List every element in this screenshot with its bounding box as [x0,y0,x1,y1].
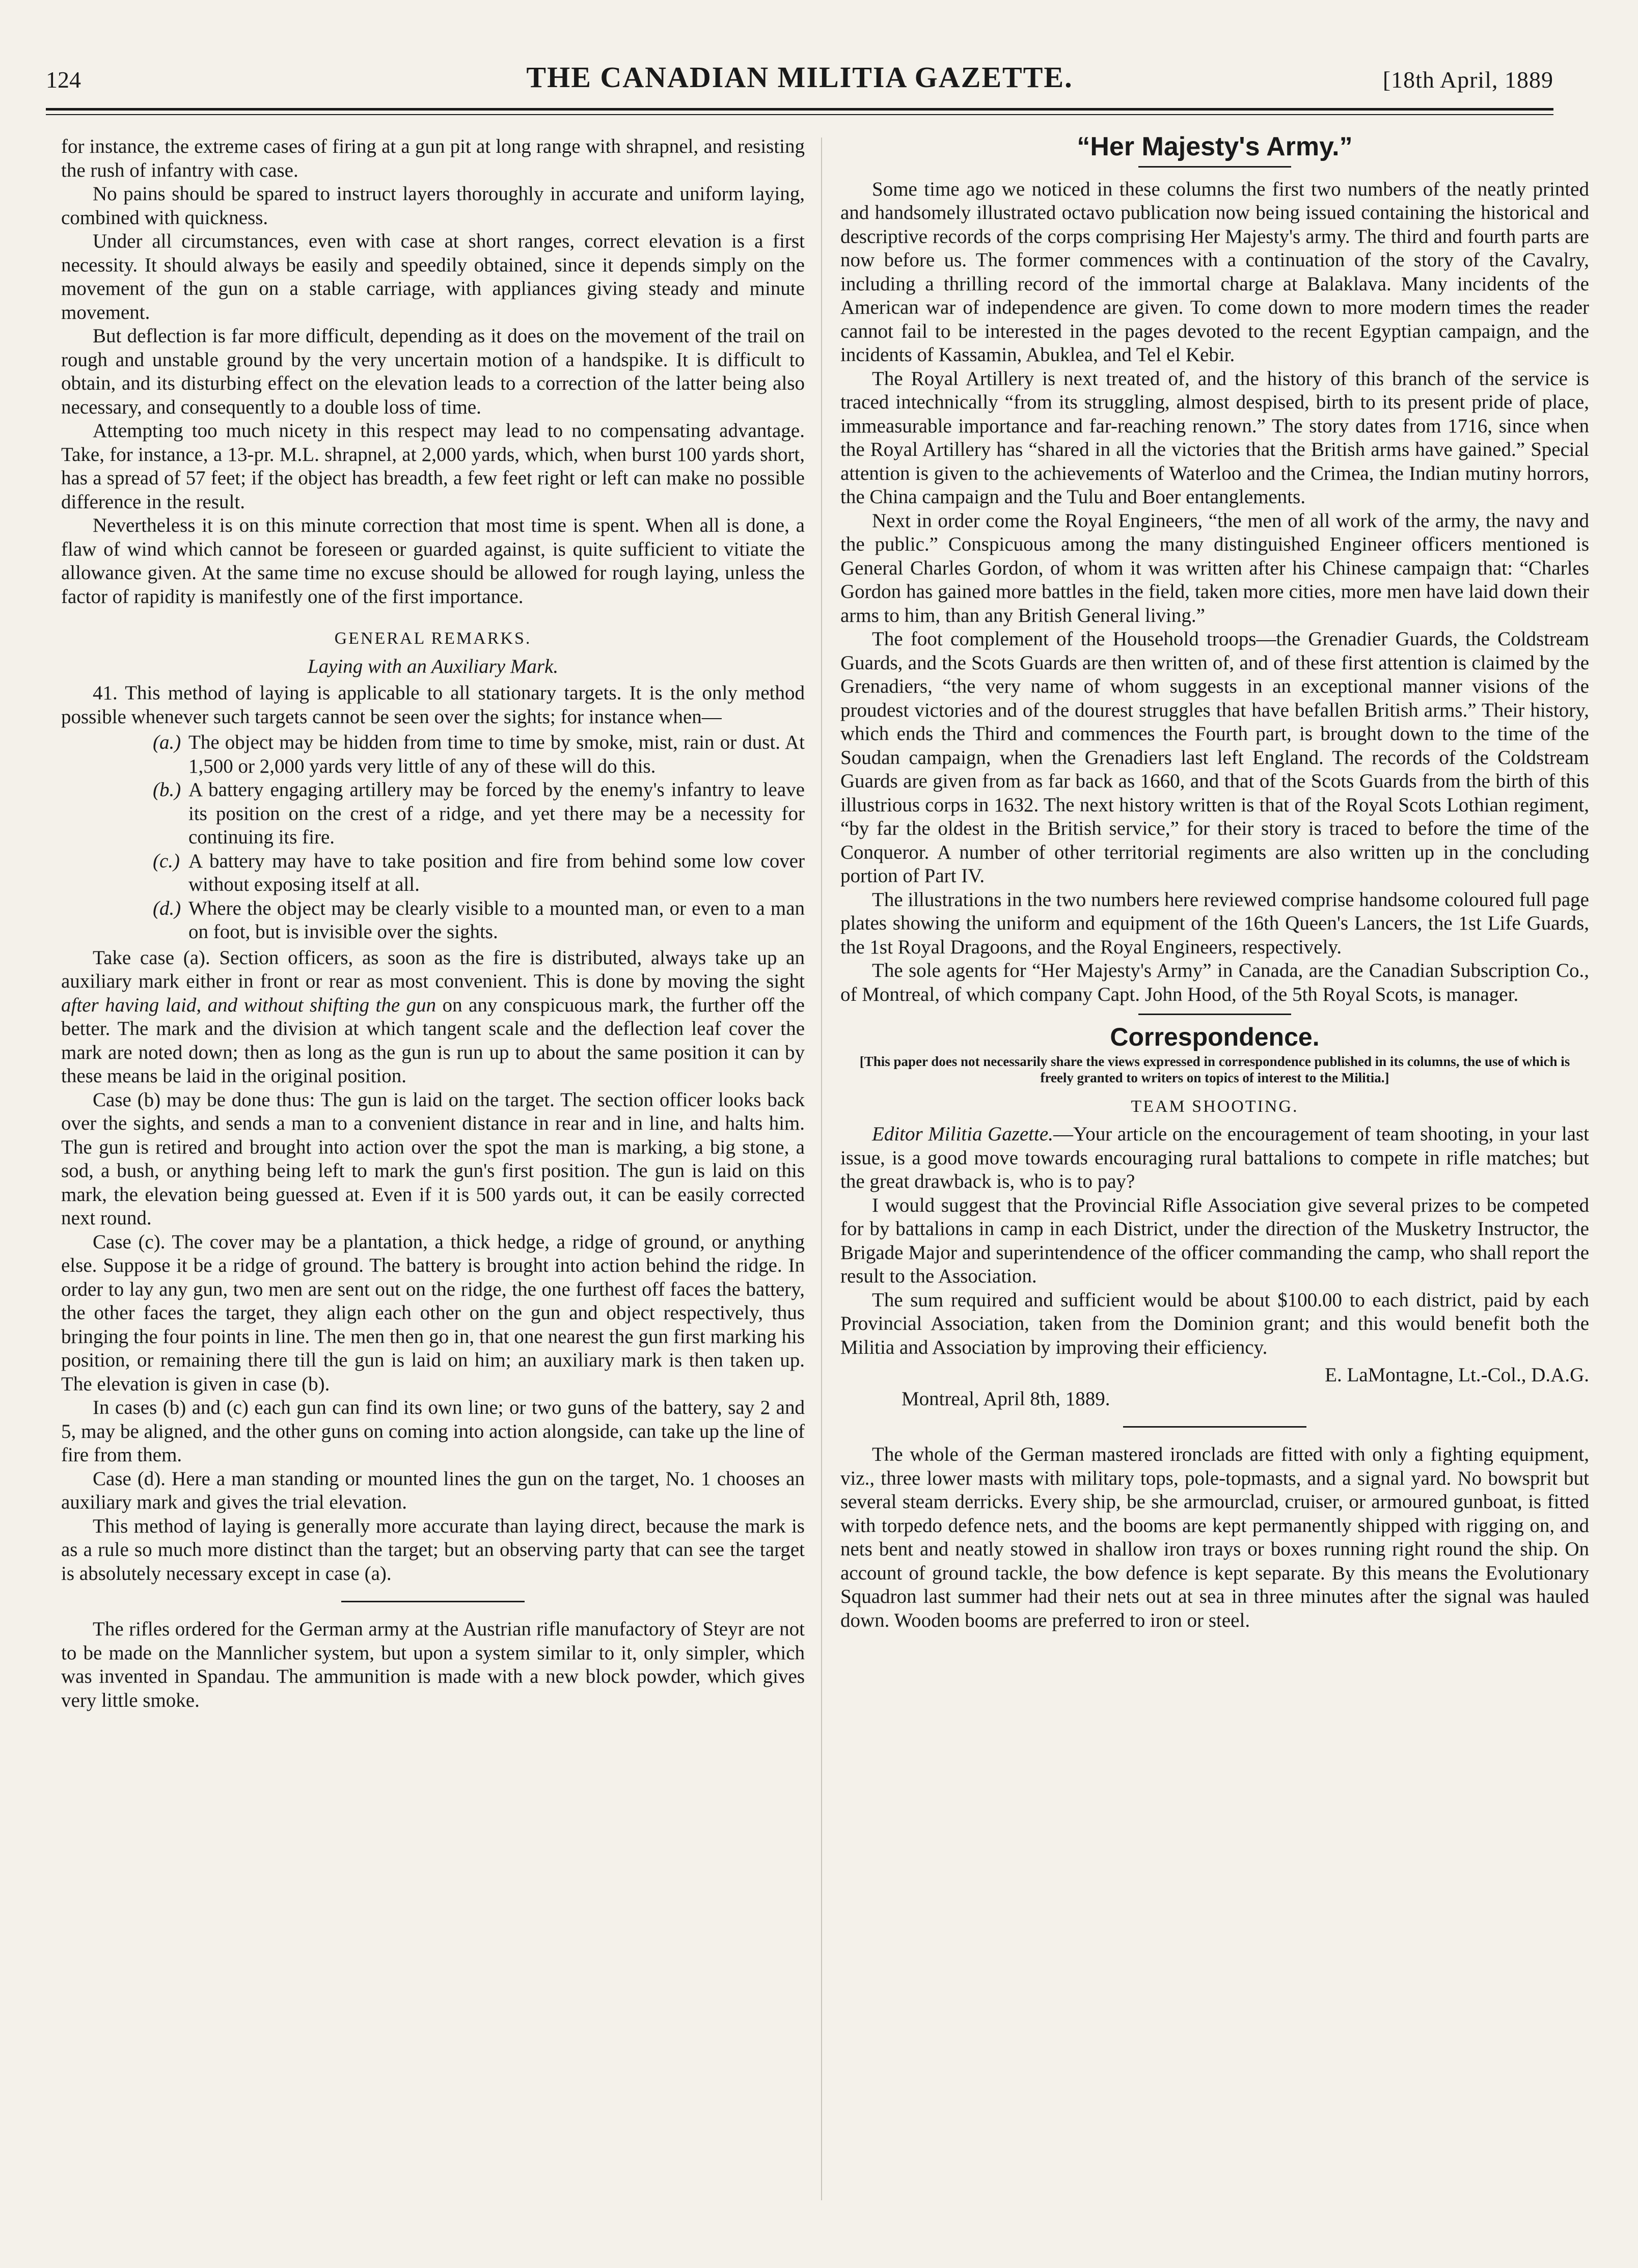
list-text: A battery engaging artillery may be forced by the enemy's infantry to leave its position on the crest of a ridge, and yet there may be a necessity for continuing its fire. [188,779,805,848]
paragraph: The sum required and sufficient would be about $100.00 to each district, paid by each Provincial Association, taken from the Dominion grant; and this would benefit both the Militia and Association by improving their efficiency. [840,1289,1589,1358]
left-column [61,135,805,1712]
section-heading: GENERAL REMARKS. [334,629,532,648]
list-marker: (d.) [153,897,181,919]
paragraph: Case (c). The cover may be a plantation, a thick hedge, a ridge of ground, or anything else. Suppose it be a ridge of ground. The battery is brought into action behind the ridge. In order to lay any gun, two men are sent out on the ridge, the one furthest off faces the battery, the other faces the target, they align each other on the gun and object respectively, thus bringing the four points in line. The men then go in, that one nearest the gun first marking his position, or remaining there till the gun is laid on him; an auxiliary mark is then taken up. The elevation is given in case (b). [61,1231,805,1395]
paragraph: Nevertheless it is on this minute correction that most time is spent. When all is done, a flaw of wind which cannot be foreseen or guarded against, is quite sufficient to vitiate the allowance given. At the same time no excuse should be allowed for rough laying, unless the factor of rapidity is manifestly one of the first importance. [61,514,805,608]
signature: E. LaMontagne, Lt.-Col., D.A.G. [1325,1364,1589,1386]
section-heading: TEAM SHOOTING. [1131,1097,1299,1116]
masthead-title: THE CANADIAN MILITIA GAZETTE. [526,61,1073,94]
column-divider [821,138,822,2200]
list-marker: (b.) [153,779,181,801]
paragraph: for instance, the extreme cases of firing at a gun pit at long range with shrapnel, and resisting the rush of infantry with case. [61,135,805,181]
paragraph: The rifles ordered for the German army at the Austrian rifle manufactory of Steyr are not to be made on the Mannlicher system, but upon a system similar to it, only simpler, which was invented in Spandau. The ammunition is made with a new block powder, which gives very little smoke. [61,1618,805,1711]
paragraph: Case (b) may be done thus: The gun is laid on the target. The section officer looks back over the sights, and sends a man to a convenient distance in rear and in line, and halts him. The gun is retired and brought into action over the spot the man is marking, a big stone, a sod, a bush, or anything being left to mark the gun's first position. The gun is laid on this mark, the elevation being guessed at. Even if it is 500 yards out, it can be easily corrected next round. [61,1088,805,1229]
text-run: on any conspicuous mark, the further off the better. The mark and the division at which tangent scale and the deflection leaf cover the mark are noted down; then as long as the gun is run up to about the same position it can by these means be laid in the original position. [61,994,805,1087]
divider [1138,166,1291,168]
list-text: Where the object may be clearly visible to a mounted man, or even to a man on foot, but is invisible over the sights. [188,897,805,943]
paragraph: The Royal Artillery is next treated of, and the history of this branch of the service is traced intechnically “from its struggling, almost despised, birth to its present pride of place, immeasurable importance and far-reaching renown.” The story dates from 1716, since when the Royal Artillery has “shared in all the victories that the British arms have gained.” Special attention is given to the achievements of Waterloo and the Crimea, the Indian mutiny horrors, the China campaign and the Tulu and Boer entanglements. [840,367,1589,508]
correspondence-title: Correspondence. [1110,1023,1320,1051]
header-rule [46,108,1553,111]
dateline: Montreal, April 8th, 1889. [902,1387,1110,1410]
list-item [61,897,805,944]
paragraph [840,1123,1589,1194]
list-marker: (c.) [153,850,180,872]
emphasis: after having laid, and without shifting the gun [61,994,436,1016]
sub-heading: Laying with an Auxiliary Mark. [307,655,559,677]
page-number: 124 [46,67,81,93]
text-run: Take case (a). Section officers, as soon as the fire is distributed, always take up an auxiliary mark either in front or rear as most convenient. This is done by moving the sight [61,946,805,992]
editorial-note: [This paper does not necessarily share the views expressed in correspondence published in its columns, the use of which is freely granted to writers on topics of interest to the Militia.] [859,1053,1570,1085]
divider [1138,1014,1291,1015]
case-list [61,731,805,944]
paragraph: This method of laying is generally more accurate than laying direct, because the mark is as a rule so much more distinct than the target; but an observing party that can see the target is absolutely necessary except in case (a). [61,1515,805,1584]
paragraph: Under all circumstances, even with case at short ranges, correct elevation is a first necessity. It should always be easily and speedily obtained, since it depends simply on the movement of the gun on a stable carriage, with appliances giving steady and minute movement. [61,230,805,323]
article-title: “Her Majesty's Army.” [1077,132,1353,161]
paragraph: In cases (b) and (c) each gun can find its own line; or two guns of the battery, say 2 and 5, may be aligned, and the other guns on coming into action alongside, can take up the line of fire from them. [61,1397,805,1466]
paragraph [61,946,805,1088]
list-item [61,850,805,897]
text-run: —Your article on the encouragement of team shooting, in your last issue, is a good move towards encouraging rural battalions to compete in rifle matches; but the great drawback is, who is to pay? [840,1123,1589,1192]
list-item [61,731,805,778]
issue-date: [18th April, 1889 [1382,67,1553,93]
list-text: A battery may have to take position and fire from behind some low cover without exposing itself at all. [188,850,805,895]
list-text: The object may be hidden from time to time by smoke, mist, rain or dust. At 1,500 or 2,000 yards very little of any of these will do this. [188,731,805,777]
paragraph: The whole of the German mastered ironclads are fitted with only a fighting equipment, viz., three lower masts with military tops, pole-topmasts, and a signal yard. No bowsprit but several steam derricks. Every ship, be she armourclad, cruiser, or armoured gunboat, is fitted with torpedo defence nets, and the booms are kept permanently shipped with rigging on, and nets bent and neatly stowed in shallow iron trays or boxes running right round the ship. On account of ground tackle, the bow defence is kept separate. By this means the Evolutionary Squadron last summer had their nets out at sea in three minutes after the signal was hauled down. Wooden booms are preferred to iron or steel. [840,1443,1589,1631]
emphasis: Editor Militia Gazette. [872,1123,1053,1145]
page-header [46,51,1553,107]
paragraph: Some time ago we noticed in these columns the first two numbers of the neatly printed and handsomely illustrated octavo publication now being issued containing the historical and descriptive records of the corps comprising Her Majesty's army. The third and fourth parts are now before us. The former commences with a continuation of the story of the Cavalry, including a thrilling record of the immortal charge at Balaklava. Many incidents of the American war of independence are given. To come down to more modern times the reader cannot fail to be interested in the pages devoted to the recent Egyptian campaign, and the incidents of Kassamin, Abuklea, and Tel el Kebir. [840,178,1589,366]
paragraph: The foot complement of the Household troops—the Grenadier Guards, the Coldstream Guards, and the Scots Guards are then written of, and of these first attention is claimed by the Grenadiers, “the very name of whom suggests in an exceptional manner visions of the proudest victories and of the dourest struggles that have befallen British arms.” Their history, which ends the Third and commences the Fourth part, is brought down to the time of the Soudan campaign, when the Grenadiers last left England. The records of the Coldstream Guards are given from as far back as 1660, and that of the Scots Guards from the birth of this illustrious corps in 1632. The next history written is that of the Royal Scots Lothian regiment, “by far the oldest in the British service,” for their story is traced to before the time of the Conqueror. A number of other territorial regiments are also written up in the concluding portion of Part IV. [840,628,1589,887]
paragraph: 41. This method of laying is applicable to all stationary targets. It is the only method possible whenever such targets cannot be seen over the sights; for instance when— [61,682,805,728]
paragraph: But deflection is far more difficult, depending as it does on the movement of the trail on rough and unstable ground by the very uncertain motion of a handspike. It is difficult to obtain, and its disturbing effect on the elevation leads to a correction of the latter being also necessary, and consequently to a double loss of time. [61,325,805,418]
divider [341,1601,525,1602]
paragraph: The illustrations in the two numbers here reviewed comprise handsome coloured full page plates showing the uniform and equipment of the 16th Queen's Lancers, the 1st Life Guards, the 1st Royal Dragoons, and the Royal Engineers, respectively. [840,888,1589,958]
paragraph: Attempting too much nicety in this respect may lead to no compensating advantage. Take, for instance, a 13-pr. M.L. shrapnel, at 2,000 yards, which, when burst 100 yards short, has a spread of 57 feet; if the object has breadth, a few feet right or left can make no possible difference in the result. [61,420,805,513]
list-marker: (a.) [153,731,181,753]
paragraph: The sole agents for “Her Majesty's Army” in Canada, are the Canadian Subscription Co., of Montreal, of which company Capt. John Hood, of the 5th Royal Scots, is manager. [840,960,1589,1005]
paragraph: I would suggest that the Provincial Rifle Association give several prizes to be competed for by battalions in camp in each District, under the direction of the Musketry Instructor, the Brigade Major and superintendence of the officer commanding the camp, who shall report the result to the Association. [840,1194,1589,1287]
paragraph: No pains should be spared to instruct layers thoroughly in accurate and uniform laying, combined with quickness. [61,183,805,229]
paragraph: Next in order come the Royal Engineers, “the men of all work of the army, the navy and the public.” Conspicuous among the many distinguished Engineer officers mentioned is General Charles Gordon, of whom it was written after his Chinese campaign that: “Charles Gordon has gained more battles in the field, taken more cities, more men have laid down their arms to him, than any British General living.” [840,509,1589,626]
divider [1123,1426,1306,1428]
list-item [61,778,805,850]
right-column [840,132,1589,1632]
header-rule-thin [46,114,1553,115]
paragraph: Case (d). Here a man standing or mounted lines the gun on the target, No. 1 chooses an auxiliary mark and gives the trial elevation. [61,1467,805,1513]
